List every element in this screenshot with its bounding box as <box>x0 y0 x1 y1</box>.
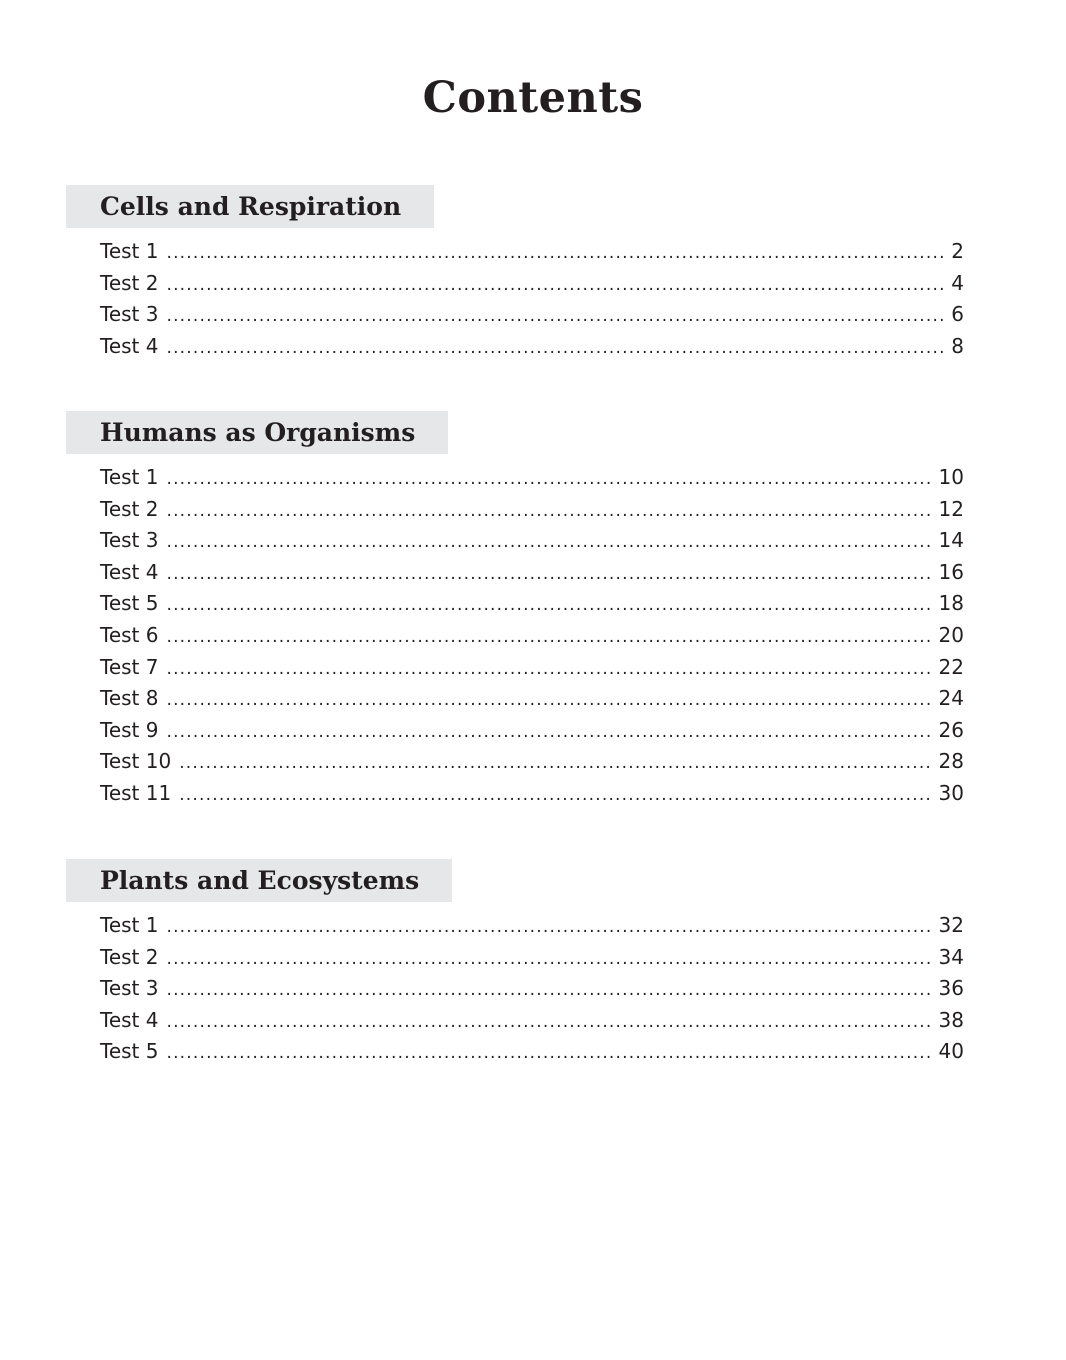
toc-entry-label: Test 5 <box>100 1039 159 1064</box>
toc-entry[interactable] <box>100 715 964 747</box>
toc-entry-label: Test 4 <box>100 1007 159 1032</box>
toc-entry-page: 4 <box>951 270 964 295</box>
toc-entry-page: 20 <box>938 622 964 647</box>
toc-entry-label: Test 4 <box>100 559 159 584</box>
dot-leader <box>166 270 945 302</box>
dot-leader <box>166 1038 932 1070</box>
toc-entry[interactable] <box>100 331 964 363</box>
dot-leader <box>166 685 932 717</box>
toc-entry[interactable] <box>100 942 964 974</box>
toc-entry[interactable] <box>100 588 964 620</box>
dot-leader <box>179 748 932 780</box>
toc-entry-page: 30 <box>938 780 964 805</box>
dot-leader <box>166 527 932 559</box>
toc-entry-label: Test 11 <box>100 780 172 805</box>
toc-entry-page: 10 <box>938 465 964 489</box>
toc-entry-label: Test 1 <box>100 465 159 489</box>
toc-entry[interactable] <box>100 683 964 715</box>
toc-entry-page: 32 <box>938 913 964 937</box>
toc-entry-label: Test 2 <box>100 944 159 969</box>
dot-leader <box>166 1007 932 1039</box>
toc-list <box>66 910 964 1068</box>
toc-entry[interactable] <box>100 462 964 494</box>
toc-entry-page: 26 <box>938 717 964 742</box>
toc-section-cells-and-respiration <box>66 185 964 362</box>
toc-entry-page: 18 <box>938 591 964 616</box>
toc-entry[interactable] <box>100 620 964 652</box>
toc-entry-page: 12 <box>938 496 964 521</box>
toc-entry-page: 38 <box>938 1007 964 1032</box>
toc-entry-page: 2 <box>951 239 964 263</box>
toc-entry-label: Test 9 <box>100 717 159 742</box>
toc-entry[interactable] <box>100 652 964 684</box>
section-heading: Plants and Ecosystems <box>66 859 452 902</box>
dot-leader <box>166 944 932 976</box>
dot-leader <box>166 975 932 1007</box>
toc-entry-label: Test 5 <box>100 591 159 616</box>
toc-entry-label: Test 2 <box>100 496 159 521</box>
toc-entry[interactable] <box>100 973 964 1005</box>
toc-entry[interactable] <box>100 236 964 268</box>
toc-entry-page: 14 <box>938 528 964 553</box>
toc-entry[interactable] <box>100 268 964 300</box>
toc-section-plants-and-ecosystems <box>66 859 964 1068</box>
toc-entry-label: Test 10 <box>100 749 172 774</box>
dot-leader <box>166 238 945 270</box>
dot-leader <box>179 780 932 812</box>
dot-leader <box>166 717 932 749</box>
section-heading: Cells and Respiration <box>66 185 434 228</box>
toc-entry-page: 36 <box>938 976 964 1001</box>
toc-entry-label: Test 3 <box>100 976 159 1001</box>
toc-list <box>66 236 964 362</box>
toc-entry-page: 24 <box>938 686 964 711</box>
toc-entry[interactable] <box>100 778 964 810</box>
dot-leader <box>166 301 945 333</box>
toc-entry-page: 16 <box>938 559 964 584</box>
toc-entry[interactable] <box>100 1036 964 1068</box>
toc-entry-label: Test 2 <box>100 270 159 295</box>
toc-entry-label: Test 4 <box>100 333 159 358</box>
toc-entry-page: 8 <box>951 333 964 358</box>
toc-entry-page: 28 <box>938 749 964 774</box>
toc-entry-page: 34 <box>938 944 964 969</box>
toc-entry-label: Test 6 <box>100 622 159 647</box>
dot-leader <box>166 590 932 622</box>
toc-entry-label: Test 3 <box>100 302 159 327</box>
toc-entry-label: Test 1 <box>100 913 159 937</box>
page-title: Contents <box>422 73 644 123</box>
toc-list <box>66 462 964 810</box>
toc-entry[interactable] <box>100 525 964 557</box>
dot-leader <box>166 912 932 944</box>
toc-entry[interactable] <box>100 910 964 942</box>
toc-entry[interactable] <box>100 746 964 778</box>
toc-entry-label: Test 1 <box>100 239 159 263</box>
toc-entry[interactable] <box>100 1005 964 1037</box>
toc-entry-page: 40 <box>938 1039 964 1064</box>
dot-leader <box>166 333 945 365</box>
dot-leader <box>166 464 932 496</box>
toc-entry-page: 6 <box>951 302 964 327</box>
toc-entry-label: Test 3 <box>100 528 159 553</box>
toc-entry-page: 22 <box>938 654 964 679</box>
toc-entry[interactable] <box>100 557 964 589</box>
dot-leader <box>166 496 932 528</box>
dot-leader <box>166 654 932 686</box>
dot-leader <box>166 622 932 654</box>
toc-entry[interactable] <box>100 299 964 331</box>
toc-entry[interactable] <box>100 494 964 526</box>
toc-entry-label: Test 7 <box>100 654 159 679</box>
dot-leader <box>166 559 932 591</box>
toc-entry-label: Test 8 <box>100 686 159 711</box>
toc-section-humans-as-organisms <box>66 411 964 810</box>
section-heading: Humans as Organisms <box>66 411 448 454</box>
